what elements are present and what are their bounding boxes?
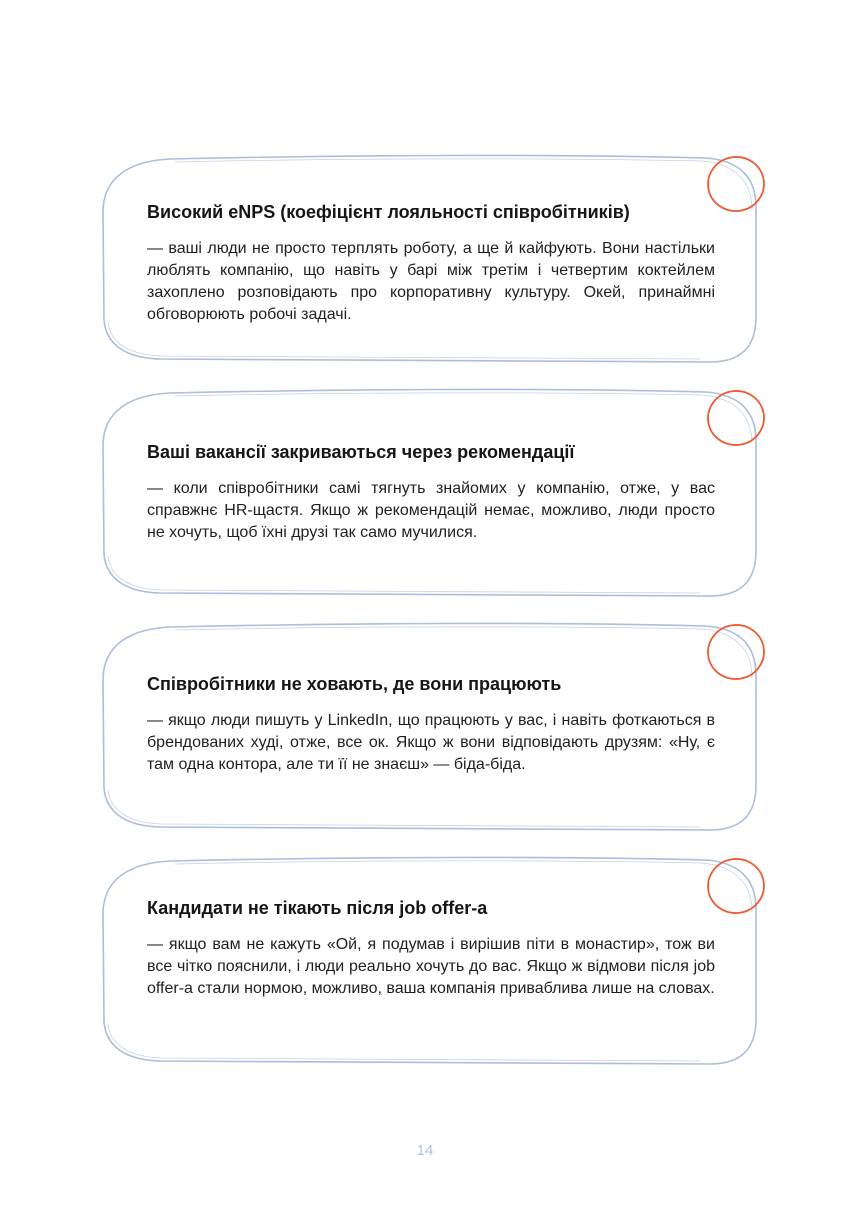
card-title: Ваші вакансії закриваються через рекомендації [147, 442, 575, 462]
card-enps [100, 152, 762, 367]
card-title: Кандидати не тікають після job offer-а [147, 898, 488, 918]
card-body: — якщо люди пишуть у LinkedIn, що працюють у вас, і навіть фоткаються в брендованих худі, отже, все ок. Якщо ж вони відповідають друзям: «Ну, є там одна контора, але ти її не знаєш» — біда-біда. [147, 712, 715, 773]
card-title: Співробітники не ховають, де вони працюють [147, 674, 562, 694]
card-referrals [100, 386, 762, 601]
card-body: — коли співробітники самі тягнуть знайомих у компанію, отже, у вас справжнє HR-щастя. Якщо ж рекомендацій немає, можливо, люди просто не хочуть, щоб їхні друзі так само мучилися. [147, 480, 715, 541]
card-body: — ваші люди не просто терплять роботу, а ще й кайфують. Вони настільки люблять компанію, що навіть у барі між третім і четвертим коктейлем захоплено розповідають про корпоративну культуру. Окей, принаймні обговорюють робочі задачі. [147, 240, 715, 323]
page-number: 14 [416, 1142, 434, 1159]
card-body: — якщо вам не кажуть «Ой, я подумав і вирішив піти в монастир», тож ви все чітко пояснили, і люди реально хочуть до вас. Якщо ж відмови після job offer-а стали нормою, можливо, ваша компанія приваблива лише на словах. [147, 936, 715, 997]
card-title: Високий eNPS (коефіцієнт лояльності співробітників) [147, 202, 630, 222]
card-candidates [100, 854, 762, 1069]
card-employees-proud [100, 620, 762, 835]
